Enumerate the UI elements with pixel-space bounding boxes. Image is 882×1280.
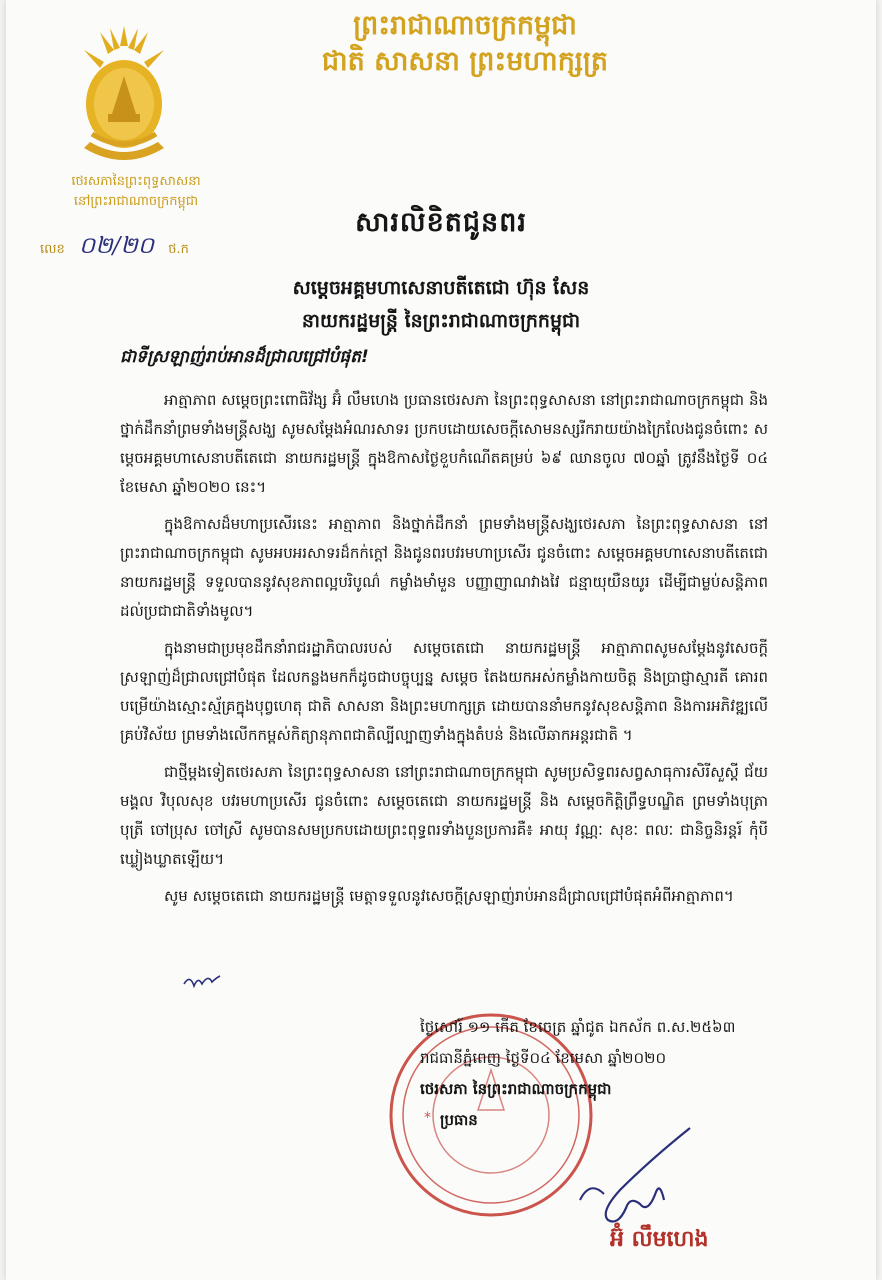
salutation: ជាទីស្រឡាញ់រាប់អានដ៏ជ្រាលជ្រៅបំផុត!	[120, 347, 369, 367]
paragraph-3: ក្នុងនាមជាប្រមុខដឹកនាំរាជរដ្ឋាភិបាលរបស់ សម្តេចតេជោ នាយករដ្ឋមន្ត្រី អាត្មាភាពសូមសម្តែងនូវសេចក្តីស្រឡាញ់ដ៏ជ្រាលជ្រៅបំផុត ដែលកន្លងមកក៏ដូចជាបច្ចុប្បន្ន សម្តេច តែងយកអស់កម្លាំងកាយចិត្ត និងប្រាជ្ញាស្មារតី គោរពបម្រើយ៉ាងស្មោះស្ម័គ្រក្នុងបុព្វហេតុ ជាតិ សាសនា និងព្រះមហាក្សត្រ ដោយបាននាំមកនូវសុខសន្តិភាព និងការអភិវឌ្ឍលើគ្រប់វិស័យ ព្រមទាំងលើកកម្ពស់កិត្យានុភាពជាតិល្បីល្បាញទាំងក្នុងតំបន់ និងលើឆាកអន្តរជាតិ ។	[120, 639, 768, 744]
paragraph-5: សូម សម្តេចតេជោ នាយករដ្ឋមន្ត្រី មេត្តាទទួលនូវសេចក្តីស្រឡាញ់រាប់អានដ៏ជ្រាលជ្រៅបំផុតអំពីអាត្មាភាព។	[164, 887, 734, 905]
place-date: រាជធានីភ្នំពេញ ថ្ងៃទី០៤ ខែមេសា ឆ្នាំ២០២០	[420, 1049, 667, 1067]
addressee-line-2: នាយករដ្ឋមន្ត្រី នៃព្រះរាជាណាចក្រកម្ពុជា	[301, 310, 581, 332]
handwritten-signature	[560, 1120, 700, 1230]
handwritten-initial-icon	[182, 970, 222, 994]
signing-organization: ថេរសភា នៃព្រះរាជាណាចក្រកម្ពុជា	[420, 1080, 612, 1098]
lunar-date: ថ្ងៃសៅរ៍ ១១ កើត ខែចេត្រ ឆ្នាំជូត ឯកស័ក ព.ស.២៥៦៣	[420, 1018, 736, 1036]
org-line-1: ថេរសភានៃព្រះពុទ្ធសាសនា	[71, 174, 201, 189]
motto-line-2: ជាតិ សាសនា ព្រះមហាក្សត្រ	[321, 46, 609, 77]
motto-line-1: ព្រះរាជាណាចក្រកម្ពុជា	[353, 10, 577, 41]
signer-name: អ៊ំ លឹមហេង	[610, 1227, 709, 1252]
letter-body	[120, 386, 768, 911]
buddhist-emblem-icon	[78, 22, 170, 172]
addressee	[0, 272, 882, 338]
ref-number: ០២/២០	[78, 233, 155, 259]
signer-role: ប្រធាន	[440, 1111, 478, 1129]
paragraph-4: ជាថ្មីម្តងទៀតថេរសភា នៃព្រះពុទ្ធសាសនា នៅព្រះរាជាណាចក្រកម្ពុជា សូមប្រសិទ្ធពរសព្វសាធុការសិរីសួស្តី ជ័យមង្គល វិបុលសុខ បវរមហាប្រសើរ ជូនចំពោះ សម្តេចតេជោ នាយករដ្ឋមន្ត្រី និង សម្តេចកិត្តិព្រឹទ្ធបណ្ឌិត ព្រមទាំងបុត្រា បុត្រី ចៅប្រុស ចៅស្រី សូមបានសមប្រកបដោយព្រះពុទ្ធពរទាំងបួនប្រការគឺ៖ អាយុ វណ្ណៈ សុខៈ ពលៈ ជានិច្ចនិរន្តរ៍ កុំបីឃ្លៀងឃ្លាតឡើយ។	[120, 763, 768, 868]
ref-prefix: លេខ	[40, 242, 65, 257]
addressee-line-1: សម្តេចអគ្គមហាសេនាបតីតេជោ ហ៊ុន សែន	[292, 277, 590, 299]
national-motto	[300, 8, 630, 80]
paragraph-2: ក្នុងឱកាសដ៏មហាប្រសើរនេះ អាត្មាភាព និងថ្នាក់ដឹកនាំ ព្រមទាំងមន្ត្រីសង្ឃថេរសភា នៃព្រះពុទ្ធសាសនា នៅព្រះរាជាណាចក្រកម្ពុជា សូមអបអរសាទរដ៏កក់ក្តៅ និងជូនពរបវរមហាប្រសើរ ជូនចំពោះ សម្តេចអគ្គមហាសេនាបតីតេជោ នាយករដ្ឋមន្ត្រី ទទួលបាននូវសុខភាពល្អបរិបូណ៌ កម្លាំងមាំមួន បញ្ញាញាណវាងវៃ ជន្មាយុយឺនយូរ ដើម្បីជាម្លប់សន្តិភាព ដល់ប្រជាជាតិទាំងមូល។	[120, 515, 768, 620]
ref-suffix: ថ.ក	[168, 242, 189, 257]
org-line-2: នៅព្រះរាជាណាចក្រកម្ពុជា	[73, 194, 199, 209]
paragraph-1: អាត្មាភាព សម្តេចព្រះពោធិវ័ង្ស អ៊ំ លឹមហេង ប្រធានថេរសភា នៃព្រះពុទ្ធសាសនា នៅព្រះរាជាណាចក្រកម្ពុជា និងថ្នាក់ដឹកនាំព្រមទាំងមន្ត្រីសង្ឃ សូមសម្តែងអំណរសាទរ ប្រកបដោយសេចក្តីសោមនស្សរីករាយយ៉ាងក្រៃលែងជូនចំពោះ សម្តេចអគ្គមហាសេនាបតីតេជោ នាយករដ្ឋមន្ត្រី ក្នុងឱកាសថ្ងៃខួបកំណើតគម្រប់ ៦៩ ឈានចូល ៧០ឆ្នាំ ត្រូវនឹងថ្ងៃទី ០៤ ខែមេសា ឆ្នាំ២០២០ នេះ។	[120, 391, 768, 496]
svg-text:*: *	[424, 1110, 431, 1126]
date-signature-block	[420, 1012, 800, 1136]
document-title: សារលិខិតជូនពរ	[355, 207, 527, 238]
